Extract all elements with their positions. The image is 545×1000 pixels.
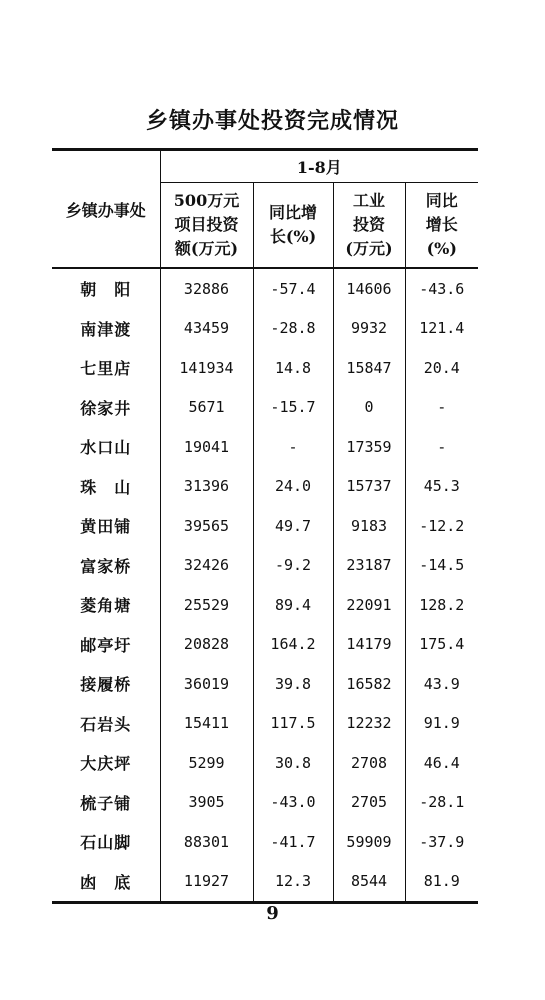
table-cell: 81.9 (405, 862, 478, 903)
township-name: 菱角塘 (52, 585, 160, 625)
township-name: 徐家井 (52, 388, 160, 428)
table-cell: 164.2 (253, 625, 333, 665)
table-cell: 117.5 (253, 704, 333, 744)
page-number: 9 (266, 903, 279, 924)
township-name: 石岩头 (52, 704, 160, 744)
table-cell: 0 (333, 388, 405, 428)
table-cell: 14606 (333, 268, 405, 309)
column-header-line: (万元) (345, 239, 393, 258)
column-header-line: 投资 (352, 215, 385, 234)
table-cell: 175.4 (405, 625, 478, 665)
table-cell: -15.7 (253, 388, 333, 428)
table-cell: 2708 (333, 743, 405, 783)
column-header (333, 183, 405, 269)
table-cell: 9183 (333, 506, 405, 546)
table-cell: 36019 (183, 674, 230, 693)
column-header (160, 183, 253, 269)
column-header-line: 工业 (352, 191, 385, 210)
column-header-line: 额(万元) (174, 239, 239, 258)
column-header-line: 同比 (425, 191, 458, 210)
table-row (52, 625, 478, 665)
table-cell: 12232 (333, 704, 405, 744)
table-cell: 24.0 (253, 467, 333, 507)
township-name: 大庆坪 (52, 743, 160, 783)
table-cell: -14.5 (405, 546, 478, 586)
column-header-line: 500万元 (173, 191, 240, 210)
table-cell: 15411 (183, 714, 230, 733)
table-cell: 5671 (188, 398, 225, 417)
table-cell: 12.3 (253, 862, 333, 903)
township-name: 南津渡 (52, 309, 160, 349)
table-cell: 9932 (333, 309, 405, 349)
table-cell: - (253, 427, 333, 467)
table-cell: 32426 (183, 556, 230, 575)
township-name: 富家桥 (52, 546, 160, 586)
column-header (253, 183, 333, 269)
township-name: 邮亭圩 (52, 625, 160, 665)
table-row (52, 664, 478, 704)
column-header-line: (%) (426, 239, 457, 258)
table-row (52, 585, 478, 625)
township-name: 朝 阳 (52, 268, 160, 309)
table-cell: 20.4 (405, 348, 478, 388)
table-cell: 59909 (333, 822, 405, 862)
table-cell: 3905 (188, 793, 225, 812)
table-cell: -9.2 (253, 546, 333, 586)
township-name: 石山脚 (52, 822, 160, 862)
table-cell: 49.7 (253, 506, 333, 546)
table-cell: 2705 (333, 783, 405, 823)
table-cell: -43.6 (405, 268, 478, 309)
table-cell: 39565 (183, 516, 230, 535)
table-cell: 8544 (333, 862, 405, 903)
table-cell: 32886 (183, 279, 230, 298)
table-row (52, 822, 478, 862)
table-row (52, 427, 478, 467)
table-cell: 31396 (183, 477, 230, 496)
table-cell: 45.3 (405, 467, 478, 507)
table-row (52, 506, 478, 546)
table-row (52, 862, 478, 903)
township-name: 凼 底 (52, 862, 160, 903)
table-cell: 17359 (333, 427, 405, 467)
table-row (52, 388, 478, 428)
table-cell: 39.8 (253, 664, 333, 704)
township-name: 梳子铺 (52, 783, 160, 823)
table-cell: 43459 (183, 319, 230, 338)
table-cell: - (405, 427, 478, 467)
table-row (52, 467, 478, 507)
table-cell: 19041 (183, 437, 230, 456)
table-cell: -28.8 (253, 309, 333, 349)
column-header-line: 长(%) (269, 227, 317, 246)
table-cell: 22091 (333, 585, 405, 625)
table-cell: -43.0 (253, 783, 333, 823)
table-cell: 30.8 (253, 743, 333, 783)
column-header-line: 同比增 (268, 203, 317, 222)
page-title: 乡镇办事处投资完成情况 (145, 108, 399, 134)
table-cell: 15847 (333, 348, 405, 388)
table-cell: 11927 (160, 862, 253, 903)
table-cell: 23187 (333, 546, 405, 586)
table-row (52, 309, 478, 349)
table-row (52, 546, 478, 586)
township-name: 接履桥 (52, 664, 160, 704)
table-row (52, 704, 478, 744)
township-name: 水口山 (52, 427, 160, 467)
investment-table (52, 148, 478, 904)
table-cell: 121.4 (405, 309, 478, 349)
table-row (52, 268, 478, 309)
column-header-line: 项目投资 (174, 215, 239, 234)
township-name: 珠 山 (52, 467, 160, 507)
period-header: 1-8月 (160, 150, 478, 183)
table-cell: 141934 (179, 358, 234, 377)
row-header: 乡镇办事处 (52, 150, 160, 269)
table-cell: 14.8 (253, 348, 333, 388)
table-cell: 43.9 (405, 664, 478, 704)
column-header (405, 183, 478, 269)
table-cell: 14179 (333, 625, 405, 665)
table-row (52, 783, 478, 823)
table-cell: 16582 (333, 664, 405, 704)
table-row (52, 743, 478, 783)
table-cell: 20828 (183, 635, 230, 654)
table-cell: 88301 (183, 832, 230, 851)
table-row (52, 348, 478, 388)
table-cell: -41.7 (253, 822, 333, 862)
table-cell: -37.9 (405, 822, 478, 862)
table-cell: -57.4 (253, 268, 333, 309)
table-cell: -12.2 (405, 506, 478, 546)
investment-table-container (52, 148, 478, 904)
table-cell: 128.2 (405, 585, 478, 625)
table-cell: 5299 (188, 753, 225, 772)
column-header-line: 增长 (425, 215, 458, 234)
table-cell: 15737 (333, 467, 405, 507)
table-cell: -28.1 (405, 783, 478, 823)
township-name: 黄田铺 (52, 506, 160, 546)
table-cell: 25529 (183, 595, 230, 614)
table-cell: 46.4 (405, 743, 478, 783)
table-cell: - (405, 388, 478, 428)
table-cell: 91.9 (405, 704, 478, 744)
table-cell: 89.4 (253, 585, 333, 625)
township-name: 七里店 (52, 348, 160, 388)
